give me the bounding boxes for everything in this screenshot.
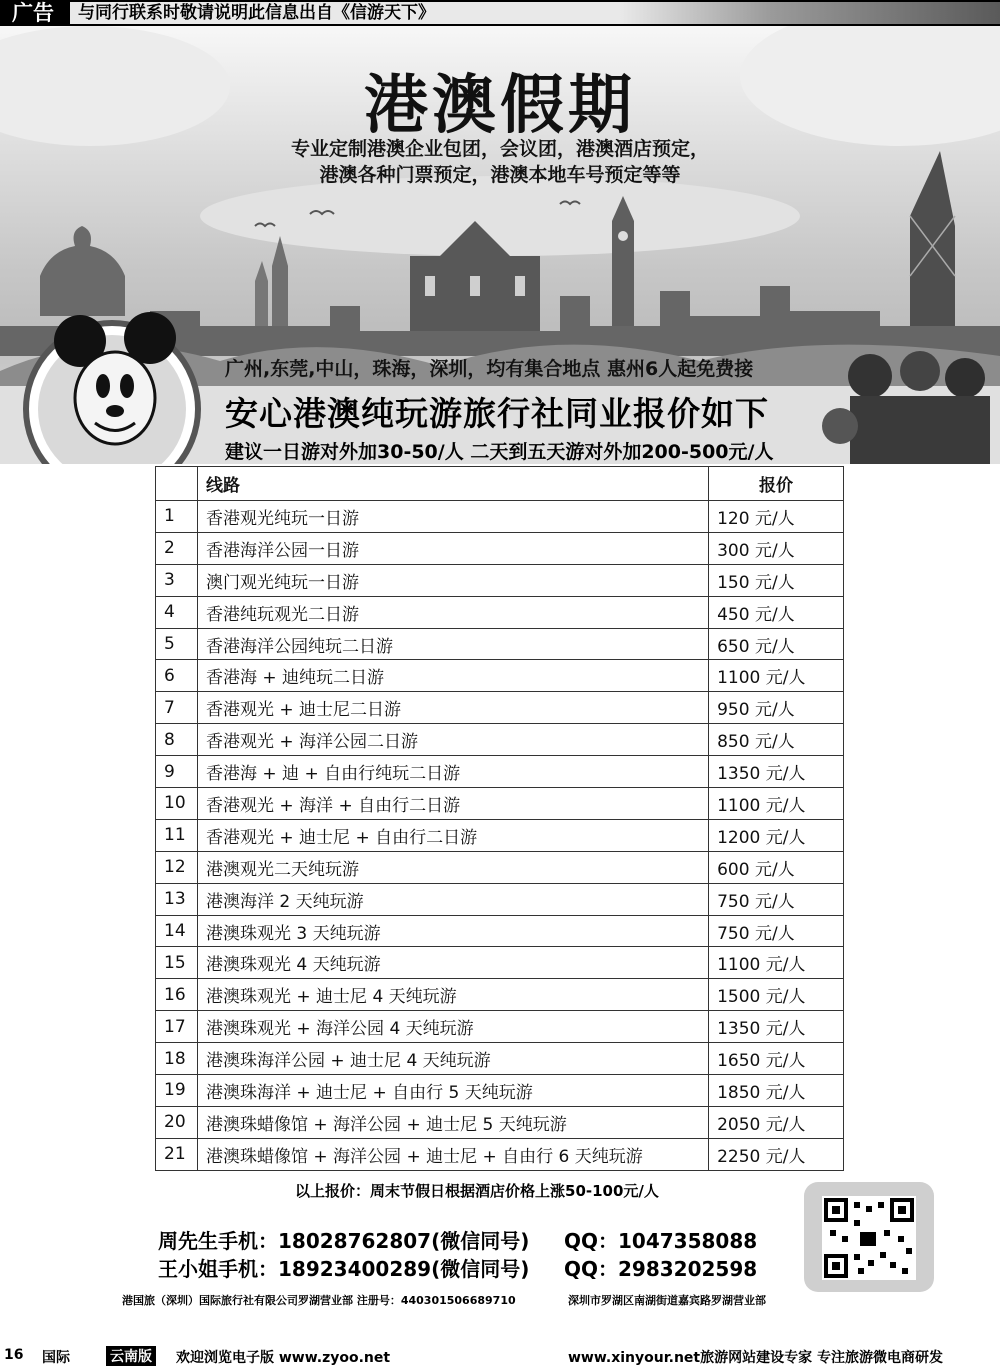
header-no (156, 467, 198, 501)
table-row (156, 788, 844, 820)
cell-route: 香港纯玩观光二日游 (197, 596, 708, 628)
cell-price: 2250 元/人 (709, 1138, 844, 1170)
ad-tag: 广告 (0, 0, 66, 26)
section-label: 国际 (42, 1350, 70, 1366)
cell-route: 港澳海洋 2 天纯玩游 (197, 883, 708, 915)
contact-zhou (158, 1225, 758, 1254)
cell-route: 港澳珠蜡像馆 + 海洋公园 + 迪士尼 5 天纯玩游 (197, 1106, 708, 1138)
cell-price: 450 元/人 (709, 596, 844, 628)
cell-route: 香港观光 + 迪士尼二日游 (197, 692, 708, 724)
cell-route: 港澳珠海洋公园 + 迪士尼 4 天纯玩游 (197, 1043, 708, 1075)
table-row (156, 628, 844, 660)
table-row (156, 532, 844, 564)
table-row (156, 660, 844, 692)
cell-no: 7 (156, 692, 198, 724)
page-title: 港澳假期 (364, 69, 636, 143)
cell-no: 5 (156, 628, 198, 660)
cell-route: 香港观光 + 迪士尼 + 自由行二日游 (197, 819, 708, 851)
table-row (156, 596, 844, 628)
table-row (156, 724, 844, 756)
meeting-points: 广州,东莞,中山，珠海，深圳，均有集合地点 惠州6人起免费接 (225, 358, 754, 380)
cell-no: 19 (156, 1075, 198, 1107)
edition-label: 云南版 (106, 1346, 156, 1366)
cell-no: 21 (156, 1138, 198, 1170)
table-row (156, 947, 844, 979)
promo-link[interactable]: www.xinyour.net旅游网站建设专家 专注旅游微电商研发 (568, 1350, 943, 1366)
footer-company: 港国旅（深圳）国际旅行社有限公司罗湖营业部 注册号：440301506689710 (122, 1294, 516, 1307)
cell-price: 1650 元/人 (709, 1043, 844, 1075)
cell-no: 14 (156, 915, 198, 947)
cell-route: 香港海洋公园一日游 (197, 532, 708, 564)
cell-no: 1 (156, 501, 198, 533)
cell-route: 香港观光 + 海洋公园二日游 (197, 724, 708, 756)
contact-phone: 周先生手机：18028762807(微信同号) (158, 1229, 530, 1253)
cell-price: 600 元/人 (709, 851, 844, 883)
contact-wang (158, 1253, 758, 1282)
table-row (156, 915, 844, 947)
cell-no: 17 (156, 1011, 198, 1043)
cell-price: 150 元/人 (709, 564, 844, 596)
contact-qq: QQ：2983202598 (564, 1257, 758, 1281)
price-note: 以上报价：周末节假日根据酒店价格上涨50-100元/人 (295, 1182, 659, 1200)
cell-no: 16 (156, 979, 198, 1011)
cell-no: 11 (156, 819, 198, 851)
cell-route: 澳门观光纯玩一日游 (197, 564, 708, 596)
cell-route: 香港海洋公园纯玩二日游 (197, 628, 708, 660)
cell-no: 15 (156, 947, 198, 979)
cell-route: 港澳珠观光 4 天纯玩游 (197, 947, 708, 979)
cell-no: 13 (156, 883, 198, 915)
cell-no: 6 (156, 660, 198, 692)
table-row (156, 979, 844, 1011)
table-row (156, 1043, 844, 1075)
cell-price: 950 元/人 (709, 692, 844, 724)
pricing-suggestion: 建议一日游对外加30-50/人 二天到五天游对外加200-500元/人 (225, 441, 774, 463)
footer-address: 深圳市罗湖区南湖街道嘉宾路罗湖营业部 (568, 1294, 766, 1307)
cell-route: 港澳珠蜡像馆 + 海洋公园 + 迪士尼 + 自由行 6 天纯玩游 (197, 1138, 708, 1170)
cell-price: 300 元/人 (709, 532, 844, 564)
header-price: 报价 (709, 467, 844, 501)
table-row (156, 819, 844, 851)
cell-route: 香港观光 + 海洋 + 自由行二日游 (197, 788, 708, 820)
cell-no: 8 (156, 724, 198, 756)
table-row (156, 501, 844, 533)
cell-price: 750 元/人 (709, 915, 844, 947)
cell-route: 香港观光纯玩一日游 (197, 501, 708, 533)
table-row (156, 883, 844, 915)
table-row (156, 1011, 844, 1043)
cell-price: 1100 元/人 (709, 788, 844, 820)
table-header-row (156, 467, 844, 501)
cell-no: 20 (156, 1106, 198, 1138)
table-row (156, 692, 844, 724)
cell-route: 港澳珠观光 + 海洋公园 4 天纯玩游 (197, 1011, 708, 1043)
cell-route: 香港海 + 迪纯玩二日游 (197, 660, 708, 692)
cell-no: 12 (156, 851, 198, 883)
contact-phone: 王小姐手机：18923400289(微信同号) (158, 1257, 530, 1281)
cell-route: 港澳观光二天纯玩游 (197, 851, 708, 883)
table-row (156, 851, 844, 883)
cell-route: 港澳珠海洋 + 迪士尼 + 自由行 5 天纯玩游 (197, 1075, 708, 1107)
cell-price: 2050 元/人 (709, 1106, 844, 1138)
page-number: 16 (4, 1347, 24, 1363)
cell-price: 1850 元/人 (709, 1075, 844, 1107)
welcome-link[interactable]: 欢迎浏览电子版 www.zyoo.net (176, 1350, 391, 1366)
ad-notice: 与同行联系时敬请说明此信息出自《信游天下》 (70, 2, 620, 24)
cell-price: 1500 元/人 (709, 979, 844, 1011)
bottom-bar (0, 1344, 1000, 1366)
cell-price: 1100 元/人 (709, 660, 844, 692)
cell-price: 1200 元/人 (709, 819, 844, 851)
contact-qq: QQ：1047358088 (564, 1229, 758, 1253)
table-row (156, 1075, 844, 1107)
table-row (156, 1106, 844, 1138)
cell-price: 1350 元/人 (709, 1011, 844, 1043)
cell-price: 1350 元/人 (709, 756, 844, 788)
hero-subtitle-line2: 港澳各种门票预定，港澳本地车号预定等等 (319, 164, 681, 186)
hero-banner (0, 26, 1000, 464)
cell-price: 750 元/人 (709, 883, 844, 915)
cell-no: 2 (156, 532, 198, 564)
cell-price: 650 元/人 (709, 628, 844, 660)
hero-subtitle-line1: 专业定制港澳企业包团，会议团，港澳酒店预定， (290, 138, 709, 160)
price-table (155, 466, 844, 1171)
cell-price: 850 元/人 (709, 724, 844, 756)
qr-code-icon (822, 1196, 916, 1280)
ad-bar-fade (620, 2, 1000, 24)
headline: 安心港澳纯玩游旅行社同业报价如下 (225, 394, 769, 433)
cell-route: 港澳珠观光 3 天纯玩游 (197, 915, 708, 947)
cell-no: 4 (156, 596, 198, 628)
cell-no: 3 (156, 564, 198, 596)
cell-no: 10 (156, 788, 198, 820)
cell-price: 120 元/人 (709, 501, 844, 533)
table-row (156, 564, 844, 596)
ad-bar (0, 0, 1000, 26)
header-route: 线路 (197, 467, 708, 501)
table-row (156, 1138, 844, 1170)
cell-no: 9 (156, 756, 198, 788)
table-row (156, 756, 844, 788)
cell-no: 18 (156, 1043, 198, 1075)
cell-route: 香港海 + 迪 + 自由行纯玩二日游 (197, 756, 708, 788)
table-body (156, 501, 844, 1171)
cell-route: 港澳珠观光 + 迪士尼 4 天纯玩游 (197, 979, 708, 1011)
cell-price: 1100 元/人 (709, 947, 844, 979)
